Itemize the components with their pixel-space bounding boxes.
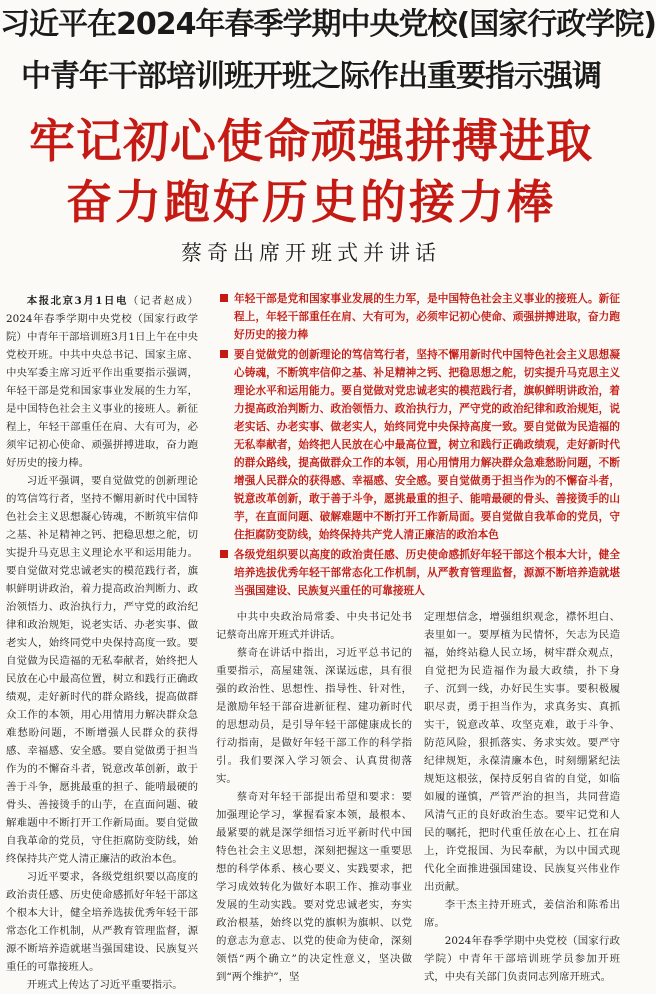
highlight-box: [216, 290, 620, 602]
paragraph: 开班式上传达了习近平重要指示。: [26, 979, 183, 991]
paragraph: 习近平强调，要自觉做党的创新理论的笃信笃行者，坚持不懈用新时代中国特色社会主义思想凝心铸魂，不断筑牢信仰之基、补足精神之钙、把稳思想之舵，切实提升马克思主义理论水平和运用能力。要自觉做对党忠诚老实的模范践行者，旗帜鲜明讲政治，着力提高政治判断力、政治领悟力、政治执行力，严守党的政治纪律和政治规矩，说老实话、办老实事、做老实人，始终同党中央保持高度一致。要自觉做为民造福的无私奉献者，始终把人民放在心中最高位置，树立和践行正确政绩观，走好新时代的群众路线，提高做群众工作的本领，用心用情用力解决群众急难愁盼问题，不断增强人民群众的获得感、幸福感、安全感。要自觉做勇于担当作为的不懈奋斗者，锐意改革创新，敢于善于斗争，愿挑最重的担子、能啃最硬的骨头、善接烫手的山芋，在直面问题、破解难题中不断打开工作新局面。要自觉做自我革命的党员，守住拒腐防变防线，始终保持共产党人清正廉洁的政治本色。: [6, 475, 198, 865]
highlight-text: 各级党组织要以高度的政治责任感、历史使命感抓好年轻干部这个根本大计，健全培养选拔优秀年轻干部常态化工作机制，从严教育管理监督，源源不断培养造就堪当强国建设、民族复兴重任的可靠接班人: [234, 549, 620, 597]
bullet-square-icon: [220, 350, 228, 358]
main-headline-2: 奋力跑好历史的接力棒: [66, 175, 556, 229]
highlight-text: 年轻干部是党和国家事业发展的生力军，是中国特色社会主义事业的接班人。新征程上，年轻干部重任在肩、大有可为，必须牢记初心使命、顽强拼搏进取，奋力跑好历史的接力棒: [234, 293, 620, 341]
paragraph: 2024年春季学期中央党校（国家行政学院）中青年干部培训班学员参加开班式，中央有关部门负责同志列席开班式。: [424, 935, 620, 983]
paragraph: 习近平要求，各级党组织要以高度的政治责任感、历史使命感抓好年轻干部这个根本大计，健全培养选拔优秀年轻干部常态化工作机制，从严教育管理监督，源源不断培养造就堪当强国建设、民族复兴重任的可靠接班人。: [6, 871, 198, 973]
article-column-right: [424, 608, 620, 983]
highlight-item: [216, 290, 620, 344]
headline-line-2: 中青年干部培训班开班之际作出重要指示强调: [21, 59, 601, 94]
paragraph: 定理想信念，增强组织观念，襟怀坦白、表里如一。要厚植为民情怀，矢志为民造福，始终站稳人民立场，树牢群众观点，自觉把为民造福作为最大政绩，扑下身子、沉到一线，办好民生实事。要积极履职尽责，勇于担当作为，求真务实、真抓实干，锐意改革、攻坚克难，敢于斗争、防范风险，狠抓落实、务求实效。要严守纪律规矩，永葆清廉本色，时刻绷紧纪法规矩这根弦，保持反躬自省的自觉，如临如履的谨慎，严管严治的担当，共同营造风清气正的良好政治生态。要牢记党和人民的嘱托，把时代重任放在心上、扛在肩上，许党报国、为民奉献，为以中国式现代化全面推进强国建设、民族复兴伟业作出贡献。: [424, 611, 620, 893]
highlight-text: 要自觉做党的创新理论的笃信笃行者，坚持不懈用新时代中国特色社会主义思想凝心铸魂，不断筑牢信仰之基、补足精神之钙、把稳思想之舵，切实提升马克思主义理论水平和运用能力。要自觉做对党忠诚老实的模范践行者，旗帜鲜明讲政治，着力提高政治判断力、政治领悟力、政治执行力，严守党的政治纪律和政治规矩，说老实话、办老实事、做老实人，始终同党中央保持高度一致。要自觉做为民造福的无私奉献者，始终把人民放在心中最高位置，树立和践行正确政绩观，走好新时代的群众路线，提高做群众工作的本领，用心用情用力解决群众急难愁盼问题，不断增强人民群众的获得感、幸福感、安全感。要自觉做勇于担当作为的不懈奋斗者，锐意改革创新，敢于善于斗争，愿挑最重的担子、能啃最硬的骨头、善接烫手的山芋，在直面问题、破解难题中不断打开工作新局面。要自觉做自我革命的党员，守住拒腐防变防线，始终保持共产党人清正廉洁的政治本色: [234, 349, 620, 541]
paragraph: 李干杰主持开班式，姜信治和陈希出席。: [424, 899, 620, 929]
bullet-square-icon: [220, 294, 228, 302]
highlight-item: [216, 346, 620, 544]
article-column-left: [6, 292, 198, 991]
paragraph: 中共中央政治局常委、中央书记处书记蔡奇出席开班式并讲话。: [216, 611, 412, 641]
paragraph: [6, 292, 198, 472]
article-column-middle: [216, 608, 412, 983]
paragraph: 蔡奇在讲话中指出，习近平总书记的重要指示，高屋建瓴、深谋远虑，具有很强的政治性、思想性、指导性、针对性，是激励年轻干部奋进新征程、建功新时代的思想动员，是引导年轻干部健康成长的行动指南，是做好年轻干部工作的科学指引。我们要深入学习领会、认真贯彻落实。: [216, 647, 412, 785]
dateline: 本报北京3月1日电: [26, 295, 128, 307]
paragraph: 蔡奇对年轻干部提出希望和要求：要加强理论学习，掌握看家本领，最根本、最紧要的就是深学细悟习近平新时代中国特色社会主义思想，深刻把握这一重要思想的科学体系、核心要义、实践要求，把学习成效转化为做好本职工作、推动事业发展的生动实践。要对党忠诚老实，夯实政治根基，始终以党的旗帜为旗帜、以党的意志为意志、以党的使命为使命，深刻领悟“两个确立”的决定性意义，坚决做到“两个维护”，坚: [216, 791, 412, 983]
paragraph-text: （记者赵成）2024年春季学期中央党校（国家行政学院）中青年干部培训班3月1日上午在中央党校开班。中共中央总书记、国家主席、中央军委主席习近平作出重要指示强调，年轻干部是党和国家事业发展的生力军，是中国特色社会主义事业的接班人。新征程上，年轻干部重任在肩、大有可为，必须牢记初心使命、顽强拼搏进取，奋力跑好历史的接力棒。: [6, 295, 198, 469]
bullet-square-icon: [220, 550, 228, 558]
main-headline-1: 牢记初心使命顽强拼搏进取: [29, 114, 593, 168]
subheadline: 蔡奇出席开班式并讲话: [181, 241, 441, 265]
headline-line-1: 习近平在2024年春季学期中央党校(国家行政学院): [0, 7, 656, 42]
highlight-item: [216, 546, 620, 600]
